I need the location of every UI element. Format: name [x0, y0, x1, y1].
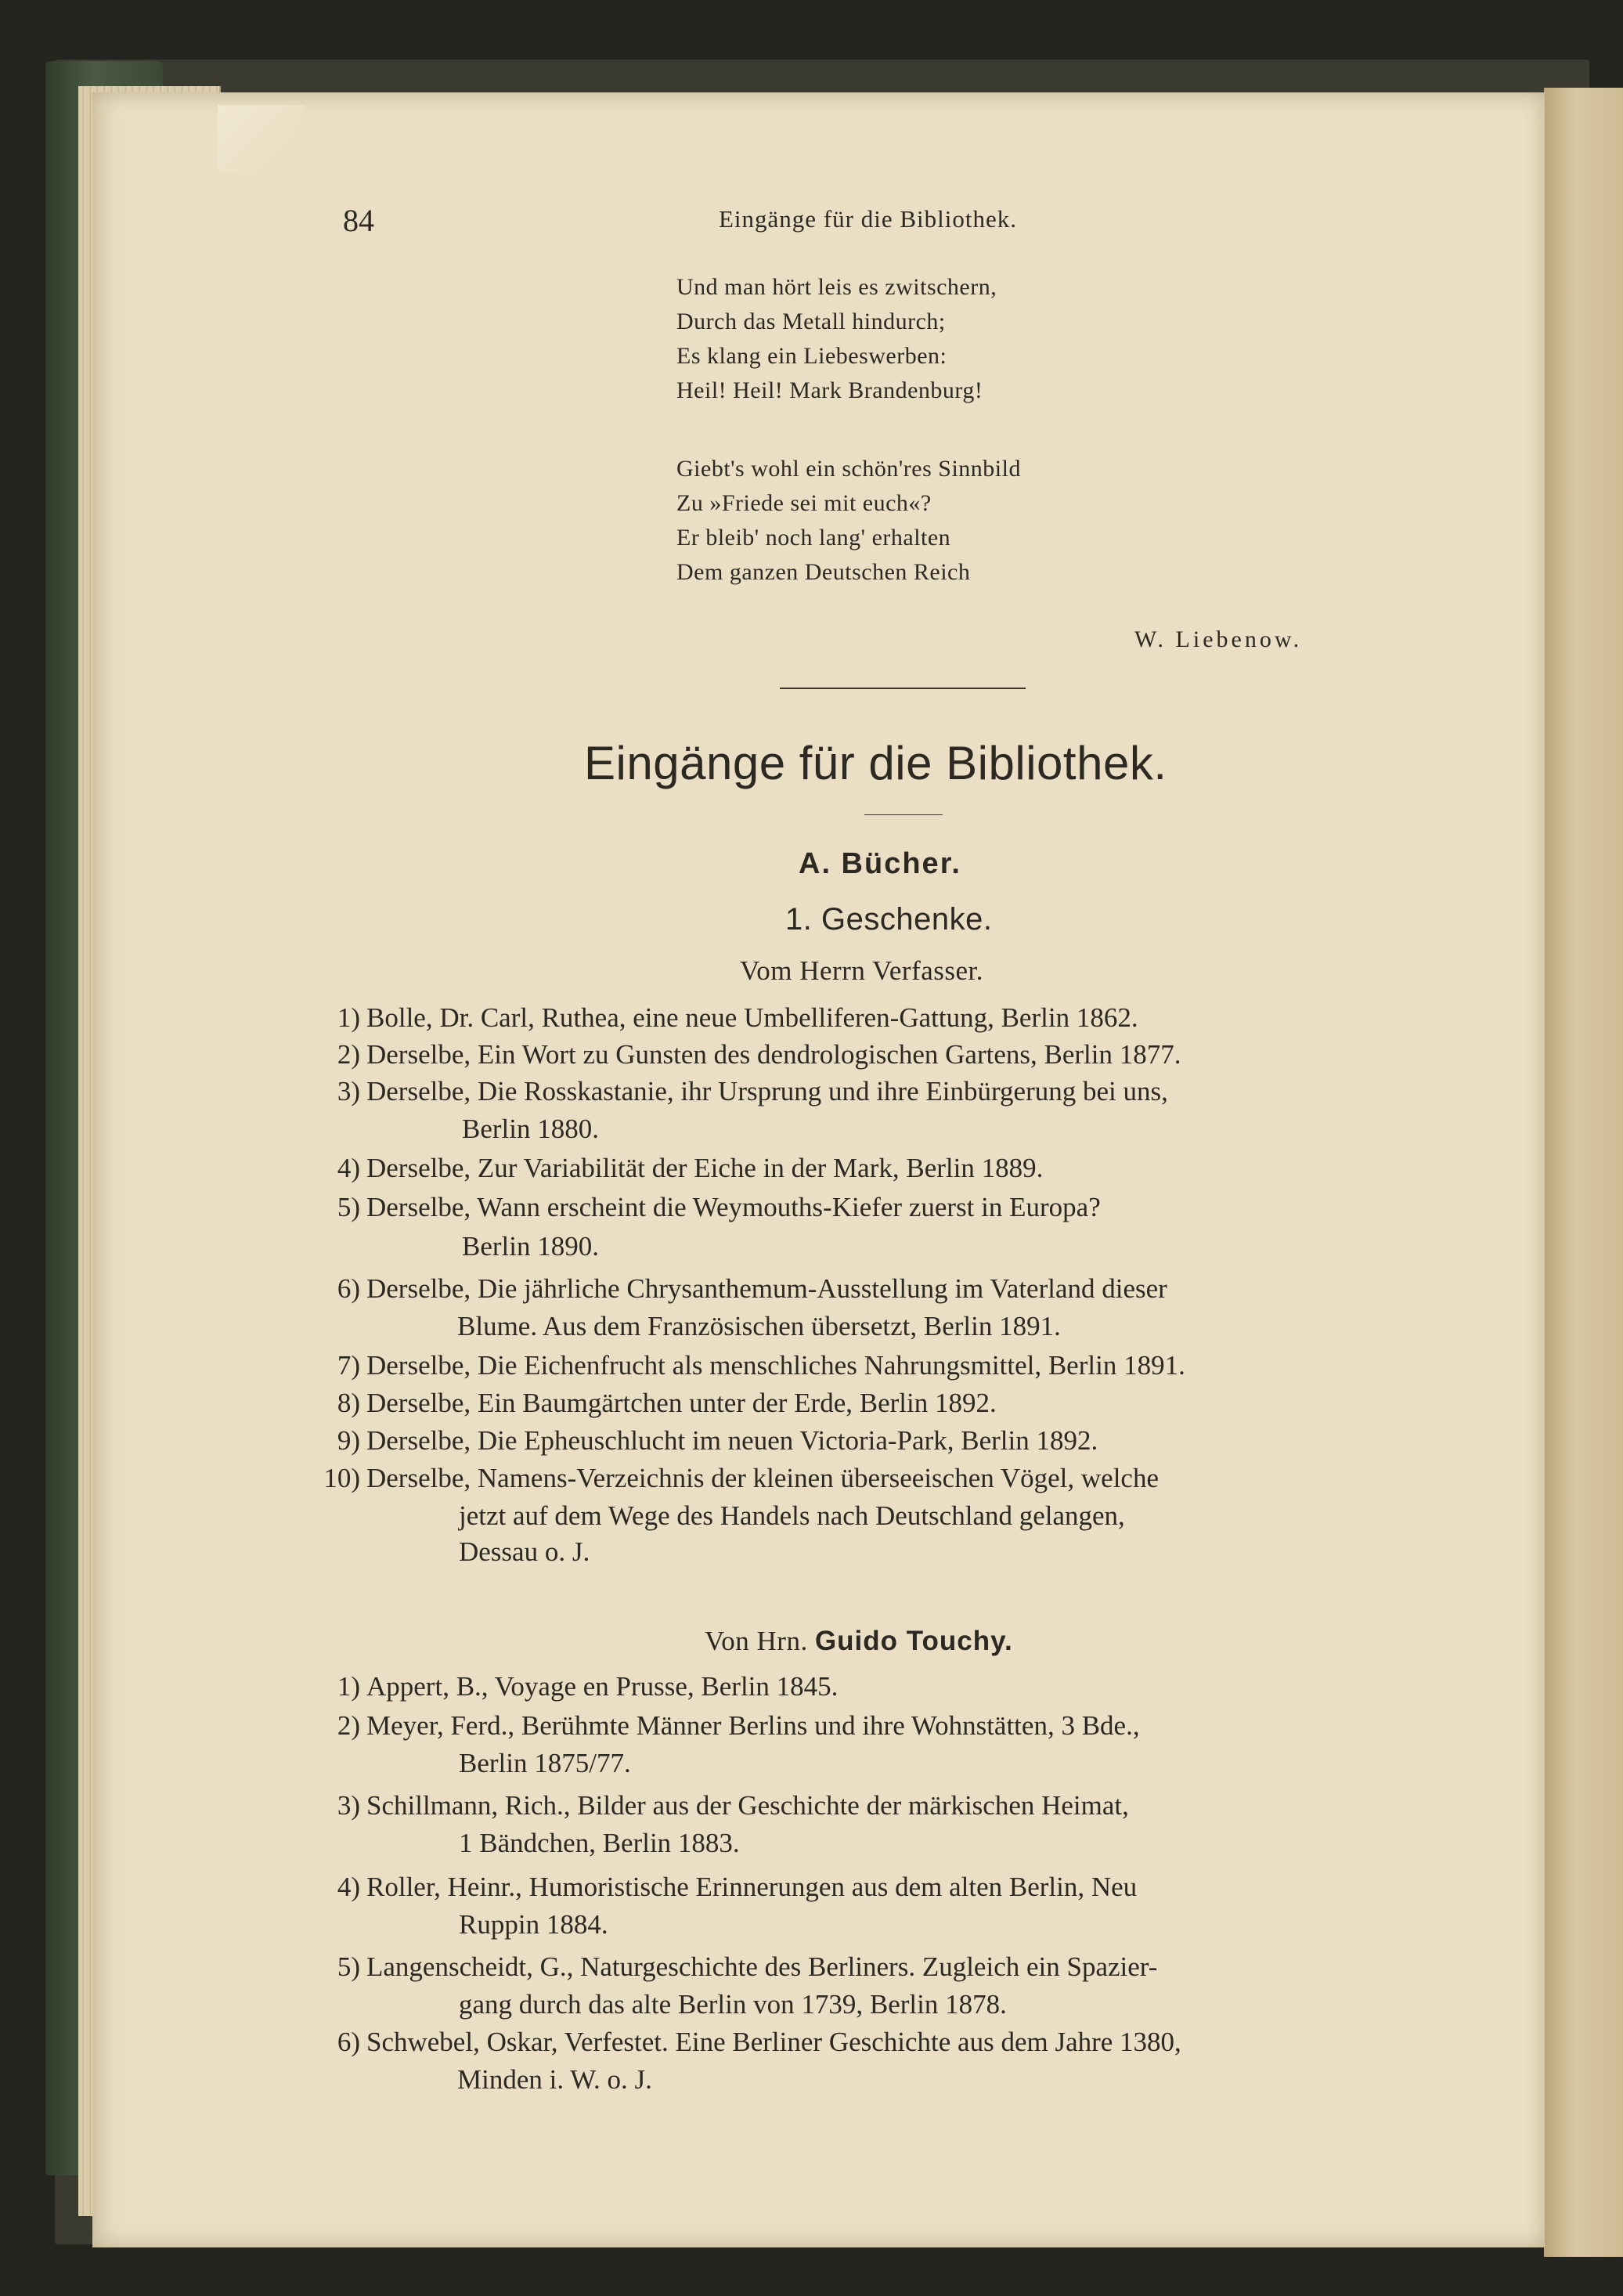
- list-item: [305, 1039, 1181, 1070]
- item-text: Derselbe, Ein Baumgärtchen unter der Erde, Berlin 1892.: [366, 1388, 997, 1418]
- item-continuation: jetzt auf dem Wege des Handels nach Deutschland gelangen,: [459, 1500, 1125, 1531]
- list-item: [305, 1153, 1043, 1184]
- item-number: 6): [337, 1273, 360, 1304]
- list-item: [305, 1388, 997, 1419]
- poem-line: Dem ganzen Deutschen Reich: [676, 559, 971, 585]
- item-number: 5): [337, 1951, 360, 1982]
- item-number: 4): [337, 1153, 360, 1183]
- item-number: 7): [337, 1350, 360, 1381]
- donor-heading: Vom Herrn Verfasser.: [740, 955, 984, 986]
- item-text: Derselbe, Zur Variabilität der Eiche in der Mark, Berlin 1889.: [366, 1153, 1044, 1183]
- item-text: Roller, Heinr., Humoristische Erinnerungen aus dem alten Berlin, Neu: [366, 1872, 1138, 1902]
- poem-signature: W. Liebenow.: [1134, 626, 1303, 652]
- item-number: 2): [337, 1710, 360, 1741]
- item-number: 10): [323, 1463, 360, 1493]
- item-number: 1): [337, 1002, 360, 1033]
- item-continuation: 1 Bändchen, Berlin 1883.: [459, 1828, 740, 1858]
- list-item: [305, 1273, 1167, 1305]
- item-continuation: Berlin 1880.: [462, 1114, 599, 1144]
- page-number: 84: [343, 203, 374, 238]
- item-text: Schwebel, Oskar, Verfestet. Eine Berliner Geschichte aus dem Jahre 1380,: [366, 2027, 1181, 2057]
- item-number: 1): [337, 1671, 360, 1702]
- item-continuation: Minden i. W. o. J.: [457, 2064, 652, 2095]
- item-number: 5): [337, 1192, 360, 1222]
- donor-name: Guido Touchy.: [814, 1626, 1013, 1656]
- section-title: Eingänge für die Bibliothek.: [584, 737, 1167, 789]
- item-number: 8): [337, 1388, 360, 1418]
- list-item: [305, 2027, 1181, 2058]
- list-item: [305, 1350, 1185, 1381]
- page-right-edge: [1544, 88, 1623, 2257]
- subsection-heading: A. Bücher.: [799, 847, 961, 880]
- item-continuation: gang durch das alte Berlin von 1739, Berlin 1878.: [459, 1989, 1007, 2020]
- poem-line: Er bleib' noch lang' erhalten: [676, 525, 951, 551]
- list-item: [305, 1076, 1168, 1107]
- section-divider: [780, 688, 1026, 689]
- list-item: [305, 1671, 838, 1702]
- list-item: [305, 1002, 1138, 1034]
- list-item: [305, 1192, 1101, 1223]
- item-continuation: Blume. Aus dem Französischen übersetzt, Berlin 1891.: [457, 1311, 1061, 1341]
- item-text: Derselbe, Namens-Verzeichnis der kleinen überseeischen Vögel, welche: [366, 1463, 1159, 1493]
- poem-line: Heil! Heil! Mark Brandenburg!: [676, 377, 983, 403]
- item-continuation: Berlin 1890.: [462, 1231, 599, 1262]
- item-text: Derselbe, Die Epheuschlucht im neuen Victoria-Park, Berlin 1892.: [366, 1425, 1098, 1456]
- item-number: 4): [337, 1872, 360, 1902]
- list-item: [305, 1425, 1098, 1457]
- list-item: [305, 1710, 1140, 1742]
- item-text: Derselbe, Wann erscheint die Weymouths-Kiefer zuerst in Europa?: [366, 1192, 1101, 1222]
- item-continuation: Ruppin 1884.: [459, 1909, 608, 1940]
- item-text: Appert, B., Voyage en Prusse, Berlin 1845.: [366, 1671, 839, 1702]
- running-head: Eingänge für die Bibliothek.: [719, 205, 1017, 233]
- poem-line: Es klang ein Liebeswerben:: [676, 343, 947, 369]
- title-rule: [864, 814, 943, 815]
- item-text: Langenscheidt, G., Naturgeschichte des Berliners. Zugleich ein Spazier-: [366, 1951, 1158, 1982]
- list-item: [305, 1872, 1137, 1903]
- donor-heading: [705, 1626, 1013, 1657]
- item-continuation: Berlin 1875/77.: [459, 1748, 631, 1778]
- item-number: 9): [337, 1425, 360, 1456]
- item-number: 6): [337, 2027, 360, 2057]
- list-item: [305, 1951, 1157, 1983]
- item-text: Meyer, Ferd., Berühmte Männer Berlins und ihre Wohnstätten, 3 Bde.,: [366, 1710, 1140, 1741]
- poem-line: Giebt's wohl ein schön'res Sinnbild: [676, 456, 1021, 482]
- item-text: Derselbe, Die jährliche Chrysanthemum-Ausstellung im Vaterland dieser: [366, 1273, 1167, 1304]
- item-number: 3): [337, 1076, 360, 1106]
- list-item: [305, 1463, 1159, 1494]
- item-text: Derselbe, Die Eichenfrucht als menschliches Nahrungsmittel, Berlin 1891.: [366, 1350, 1185, 1381]
- poem-line: Und man hört leis es zwitschern,: [676, 274, 997, 300]
- item-continuation: Dessau o. J.: [459, 1536, 590, 1567]
- item-number: 2): [337, 1039, 360, 1070]
- item-text: Schillmann, Rich., Bilder aus der Geschichte der märkischen Heimat,: [366, 1790, 1129, 1821]
- poem-line: Durch das Metall hindurch;: [676, 309, 946, 334]
- subsection-heading: 1. Geschenke.: [785, 902, 993, 937]
- item-text: Derselbe, Ein Wort zu Gunsten des dendrologischen Gartens, Berlin 1877.: [366, 1039, 1181, 1070]
- donor-heading-prefix: Von Hrn.: [705, 1626, 808, 1656]
- item-number: 3): [337, 1790, 360, 1821]
- list-item: [305, 1790, 1129, 1821]
- item-text: Bolle, Dr. Carl, Ruthea, eine neue Umbelliferen-Gattung, Berlin 1862.: [366, 1002, 1138, 1033]
- item-text: Derselbe, Die Rosskastanie, ihr Ursprung und ihre Einbürgerung bei uns,: [366, 1076, 1168, 1106]
- poem-line: Zu »Friede sei mit euch«?: [676, 490, 932, 516]
